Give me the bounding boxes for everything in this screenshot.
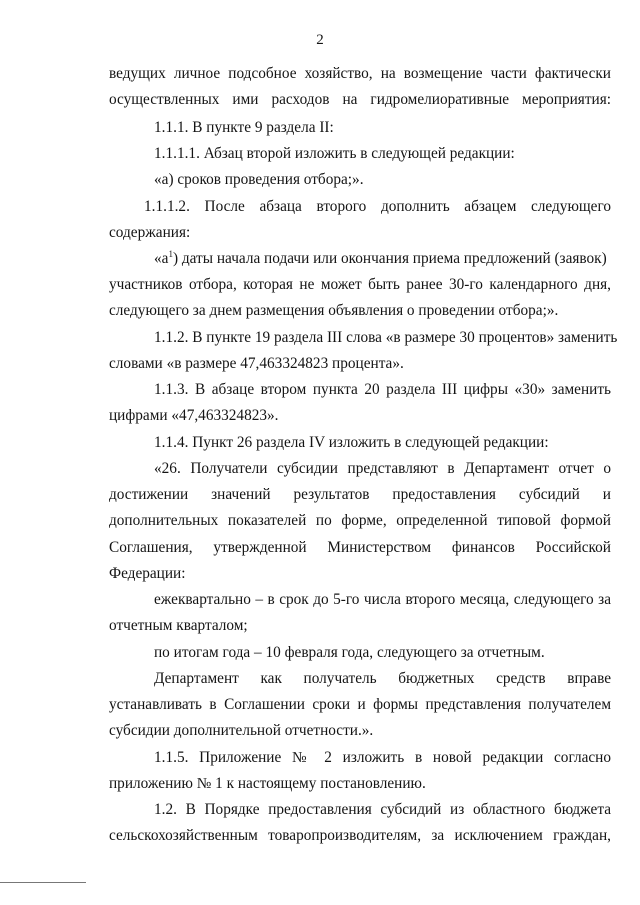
text-line: словами «в размере 47,463324823 процента». <box>109 355 404 372</box>
text-line: Соглашения, утвержденной Министерством финансов Российской <box>109 539 611 556</box>
text-line: «а) сроков проведения отбора;». <box>154 171 364 188</box>
text-line: дополнительных показателей по форме, определенной типовой формой <box>109 512 611 529</box>
text-line: устанавливать в Соглашении сроки и формы представления получателем <box>109 696 611 713</box>
text-line: осуществленных ими расходов на гидромелиоративные мероприятия: <box>109 91 611 108</box>
text-line: 1.1.1. В пункте 9 раздела II: <box>154 119 334 136</box>
text-line: 1.1.5. Приложение № 2 изложить в новой редакции согласно <box>154 749 611 766</box>
text-line: субсидии дополнительной отчетности.». <box>109 722 374 739</box>
text-fragment: ) даты начала подачи или окончания приема предложений (заявок) <box>172 250 607 267</box>
text-line: отчетным кварталом; <box>109 617 248 634</box>
text-line: 1.1.1.1. Абзац второй изложить в следующей редакции: <box>154 145 515 162</box>
text-line: участников отбора, которая не может быть ранее 30-го календарного дня, <box>109 276 611 293</box>
text-line <box>109 248 611 270</box>
text-line: «26. Получатели субсидии представляют в Департамент отчет о <box>154 460 611 477</box>
text-line: цифрами «47,463324823». <box>109 407 279 424</box>
text-line: Департамент как получатель бюджетных средств вправе <box>154 670 611 687</box>
superscript: 1 <box>168 248 173 259</box>
text-line: 1.1.4. Пункт 26 раздела IV изложить в следующей редакции: <box>154 434 549 451</box>
text-line: следующего за днем размещения объявления о проведении отбора;». <box>109 302 559 319</box>
text-line: 1.1.3. В абзаце втором пункта 20 раздела III цифры «30» заменить <box>154 381 611 398</box>
page-number: 2 <box>316 32 324 48</box>
text-line: 1.1.2. В пункте 19 раздела III слова «в размере 30 процентов» заменить <box>154 329 618 346</box>
text-line: по итогам года – 10 февраля года, следующего за отчетным. <box>154 644 545 661</box>
text-fragment: «а <box>154 250 169 267</box>
text-line: достижении значений результатов предоставления субсидий и <box>109 486 611 503</box>
text-line: Федерации: <box>109 565 186 582</box>
text-line: приложению № 1 к настоящему постановлению. <box>109 775 426 792</box>
text-line: содержания: <box>109 224 191 241</box>
footer-rule <box>0 882 86 883</box>
text-line: 1.1.1.2. После абзаца второго дополнить абзацем следующего <box>144 198 611 215</box>
text-line: сельскохозяйственным товаропроизводителям, за исключением граждан, <box>109 827 611 844</box>
text-line: ежеквартально – в срок до 5-го числа второго месяца, следующего за <box>154 591 611 608</box>
text-line: ведущих личное подсобное хозяйство, на возмещение части фактически <box>109 65 611 82</box>
text-line: 1.2. В Порядке предоставления субсидий из областного бюджета <box>154 801 611 818</box>
